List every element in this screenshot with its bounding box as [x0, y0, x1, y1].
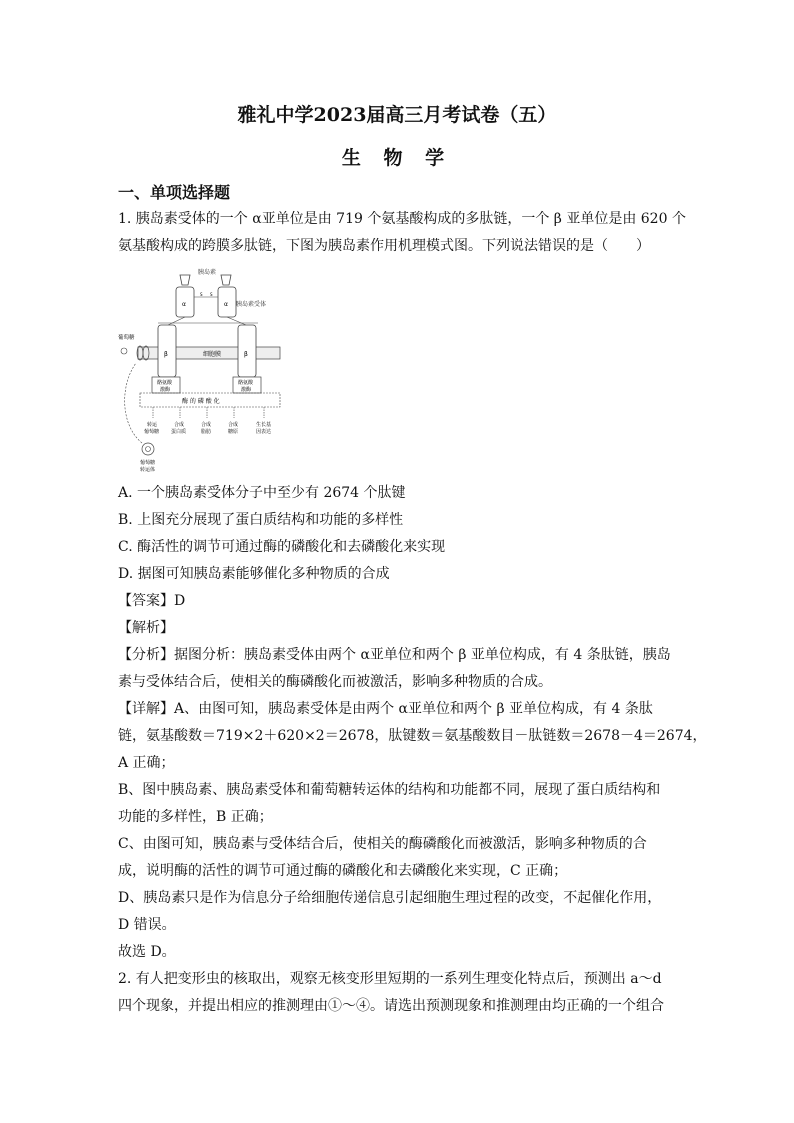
fig-kinase-left-1: 酪氨酸	[157, 380, 173, 386]
fig-out1-b: 葡萄糖	[144, 429, 160, 435]
fig-link-right	[227, 317, 246, 325]
q1-b-line-1: B、图中胰岛素、胰岛素受体和葡萄糖转运体的结构和功能都不同，展现了蛋白质结构和	[118, 782, 661, 798]
q1-stem-line-2: 氨基酸构成的跨膜多肽链，下图为胰岛素作用机理模式图。下列说法错误的是（ ）	[118, 238, 650, 254]
fig-s-bond-1: S	[200, 292, 203, 297]
q1-c-line-1: C、由图可知，胰岛素与受体结合后，使相关的酶磷酸化而被激活，影响多种物质的合	[118, 836, 647, 852]
q1-detail-line-1: 【详解】A、由图可知，胰岛素受体是由两个 α亚单位和两个 β 亚单位构成，有 4 条肽	[118, 701, 653, 717]
fig-kinase-right-2: 激酶	[241, 387, 252, 393]
fig-transporter-2: 转运体	[140, 467, 156, 473]
q1-d-line-2: D 错误。	[118, 917, 176, 933]
fig-out3-a: 合成	[201, 422, 212, 428]
section-heading: 一、单项选择题	[118, 183, 231, 202]
q1-b-line-2: 功能的多样性，B 正确；	[118, 809, 273, 825]
fig-out5-a: 生长基	[256, 422, 272, 428]
fig-kinase-right-1: 酪氨酸	[238, 380, 254, 386]
fig-s-bond-2: S	[210, 292, 213, 297]
fig-insulin-cup-left	[180, 275, 190, 285]
fig-receptor-label: 胰岛素受体	[236, 301, 267, 308]
q1-c-line-2: 成，说明酶的活性的调节可通过酶的磷酸化和去磷酸化来实现，C 正确；	[118, 863, 568, 879]
fig-out2-a: 合成	[174, 422, 185, 428]
fig-out2-b: 蛋白质	[171, 429, 187, 435]
q1-option-d: D. 据图可知胰岛素能够催化多种物质的合成	[118, 566, 390, 582]
fig-membrane-label: 细胞膜	[203, 351, 222, 358]
q1-analysis-heading: 【解析】	[118, 620, 174, 636]
fig-transporter-vesicle	[142, 443, 154, 455]
fig-phospho-label: 酶 的 磷 酸 化	[182, 398, 220, 405]
fig-out4-a: 合成	[228, 422, 239, 428]
fig-glucose-label: 葡萄糖	[118, 335, 135, 341]
q2-stem-line-1: 2. 有人把变形虫的核取出，观察无核变形里短期的一系列生理变化特点后，预测出 a～d	[118, 971, 662, 987]
paper-title: 雅礼中学2023届高三月考试卷（五）	[237, 104, 557, 126]
fig-out5-b: 因表达	[256, 429, 272, 435]
q1-conclusion: 故选 D。	[118, 944, 176, 960]
q1-option-a: A. 一个胰岛素受体分子中至少有 2674 个肽键	[118, 485, 406, 501]
fig-link-left	[168, 317, 185, 325]
q1-fenxi-line-1: 【分析】据图分析：胰岛素受体由两个 α亚单位和两个 β 亚单位构成，有 4 条肽链，胰岛	[118, 647, 671, 663]
q1-detail-line-3: A 正确；	[118, 755, 175, 771]
q1-option-c: C. 酶活性的调节可通过酶的磷酸化和去磷酸化来实现	[118, 539, 446, 555]
fig-glucose-molecule	[121, 348, 127, 354]
fig-transporter-core	[146, 447, 151, 452]
q1-stem-line-1: 1. 胰岛素受体的一个 α亚单位是由 719 个氨基酸构成的多肽链，一个 β 亚单位是由 620 个	[118, 211, 686, 227]
fig-insulin-label: 胰岛素	[198, 269, 217, 276]
fig-out1-a: 转运	[147, 422, 158, 428]
fig-alpha-left-label: α	[182, 301, 186, 308]
q1-option-b: B. 上图充分展现了蛋白质结构和功能的多样性	[118, 512, 404, 528]
fig-out3-b: 脂肪	[201, 429, 212, 435]
fig-insulin-cup-right	[221, 275, 231, 285]
q1-fenxi-line-2: 素与受体结合后，使相关的酶磷酸化而被激活，影响多种物质的合成。	[118, 674, 552, 690]
fig-transporter-1: 葡萄糖	[140, 460, 156, 466]
q1-answer: 【答案】D	[118, 593, 186, 609]
q2-stem-line-2: 四个现象，并提出相应的推测理由①～④。请选出预测现象和推测理由均正确的一个组合	[118, 998, 664, 1014]
paper-subject: 生 物 学	[341, 147, 453, 169]
q1-detail-line-2: 链，氨基酸数＝719×2＋620×2＝2678，肽键数＝氨基酸数目－肽链数＝2678－4＝2674，	[118, 728, 707, 744]
fig-recycle-arrow	[125, 363, 142, 443]
q1-d-line-1: D、胰岛素只是作为信息分子给细胞传递信息引起细胞生理过程的改变，不起催化作用，	[118, 890, 662, 906]
fig-beta-left-label: β	[164, 351, 168, 358]
fig-out4-b: 糖原	[228, 429, 239, 435]
fig-kinase-left-2: 激酶	[160, 387, 171, 393]
insulin-mechanism-figure	[118, 265, 288, 475]
fig-beta-right-label: β	[244, 351, 248, 358]
fig-alpha-right-label: α	[224, 301, 228, 308]
